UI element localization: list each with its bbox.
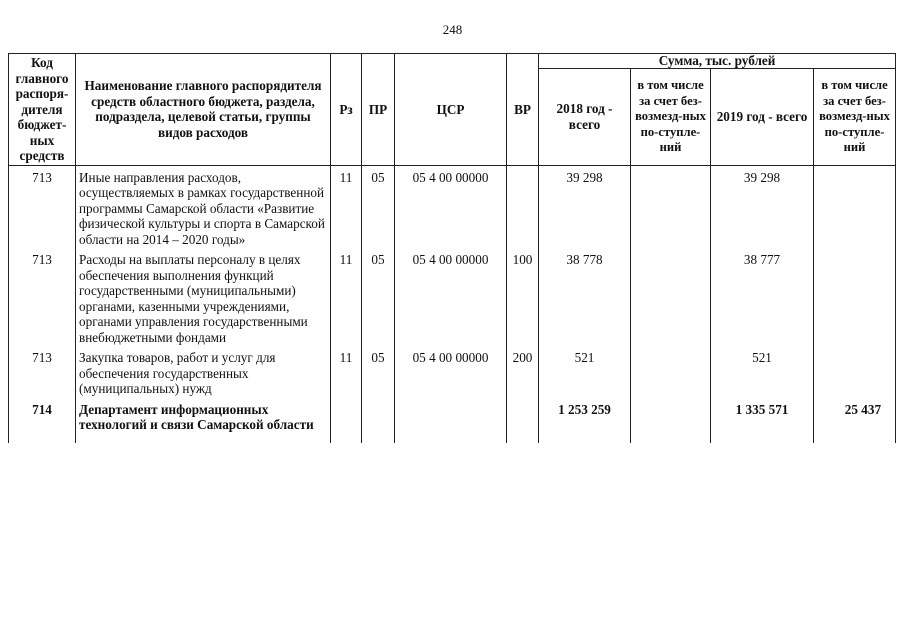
cell-name: Закупка товаров, работ и услуг для обеспечения государственных (муниципальных) нужд bbox=[76, 347, 331, 399]
cell-rz: 11 bbox=[331, 347, 362, 399]
cell-pr: 05 bbox=[362, 165, 395, 249]
table-row bbox=[9, 249, 896, 347]
cell-name: Департамент информационных технологий и связи Самарской области bbox=[76, 399, 331, 443]
budget-table bbox=[8, 53, 896, 443]
cell-csr: 05 4 00 00000 bbox=[395, 165, 507, 249]
cell-pr bbox=[362, 399, 395, 443]
cell-vr bbox=[507, 165, 539, 249]
cell-total-2018: 38 778 bbox=[539, 249, 631, 347]
cell-code: 713 bbox=[9, 347, 76, 399]
cell-gratis-2018 bbox=[631, 249, 711, 347]
header-total-2018: 2018 год - всего bbox=[539, 69, 631, 166]
table-body bbox=[9, 165, 896, 443]
cell-csr: 05 4 00 00000 bbox=[395, 249, 507, 347]
cell-csr bbox=[395, 399, 507, 443]
cell-total-2019: 521 bbox=[711, 347, 814, 399]
cell-total-2018: 39 298 bbox=[539, 165, 631, 249]
cell-rz bbox=[331, 399, 362, 443]
cell-gratis-2019 bbox=[814, 347, 896, 399]
cell-gratis-2018 bbox=[631, 399, 711, 443]
cell-gratis-2019: 25 437 bbox=[814, 399, 896, 443]
cell-gratis-2019 bbox=[814, 249, 896, 347]
table-row bbox=[9, 399, 896, 443]
cell-gratis-2018 bbox=[631, 347, 711, 399]
cell-total-2019: 39 298 bbox=[711, 165, 814, 249]
header-gratis-2019: в том числе за счет без-возмезд-ных по-ступле-ний bbox=[814, 69, 896, 166]
table-row bbox=[9, 165, 896, 249]
cell-csr: 05 4 00 00000 bbox=[395, 347, 507, 399]
cell-code: 713 bbox=[9, 165, 76, 249]
header-csr: ЦСР bbox=[395, 54, 507, 166]
cell-code: 713 bbox=[9, 249, 76, 347]
header-total-2019: 2019 год - всего bbox=[711, 69, 814, 166]
cell-pr: 05 bbox=[362, 249, 395, 347]
table-row bbox=[9, 347, 896, 399]
cell-name: Иные направления расходов, осуществляемых в рамках государственной программы Самарской области «Развитие физической культуры и спорта в Самарской области на 2014 – 2020 годы» bbox=[76, 165, 331, 249]
cell-total-2018: 521 bbox=[539, 347, 631, 399]
cell-rz: 11 bbox=[331, 165, 362, 249]
cell-code: 714 bbox=[9, 399, 76, 443]
header-code: Код главного распоря-дителя бюджет-ных средств bbox=[9, 54, 76, 166]
header-pr: ПР bbox=[362, 54, 395, 166]
cell-gratis-2018 bbox=[631, 165, 711, 249]
cell-gratis-2019 bbox=[814, 165, 896, 249]
cell-vr: 100 bbox=[507, 249, 539, 347]
cell-pr: 05 bbox=[362, 347, 395, 399]
cell-total-2019: 38 777 bbox=[711, 249, 814, 347]
page-number: 248 bbox=[442, 22, 463, 37]
cell-rz: 11 bbox=[331, 249, 362, 347]
cell-vr bbox=[507, 399, 539, 443]
header-vr: ВР bbox=[507, 54, 539, 166]
cell-name: Расходы на выплаты персоналу в целях обеспечения выполнения функций государственными (муниципальными) органами, казенными учреждениями, органами управления государственными внебюджетными фондами bbox=[76, 249, 331, 347]
header-sum-group: Сумма, тыс. рублей bbox=[539, 54, 896, 69]
table-header bbox=[9, 54, 896, 166]
cell-total-2018: 1 253 259 bbox=[539, 399, 631, 443]
header-rz: Рз bbox=[331, 54, 362, 166]
header-gratis-2018: в том числе за счет без-возмезд-ных по-ступле-ний bbox=[631, 69, 711, 166]
cell-vr: 200 bbox=[507, 347, 539, 399]
cell-total-2019: 1 335 571 bbox=[711, 399, 814, 443]
header-name: Наименование главного распорядителя средств областного бюджета, раздела, подраздела, целевой статьи, группы видов расходов bbox=[76, 54, 331, 166]
